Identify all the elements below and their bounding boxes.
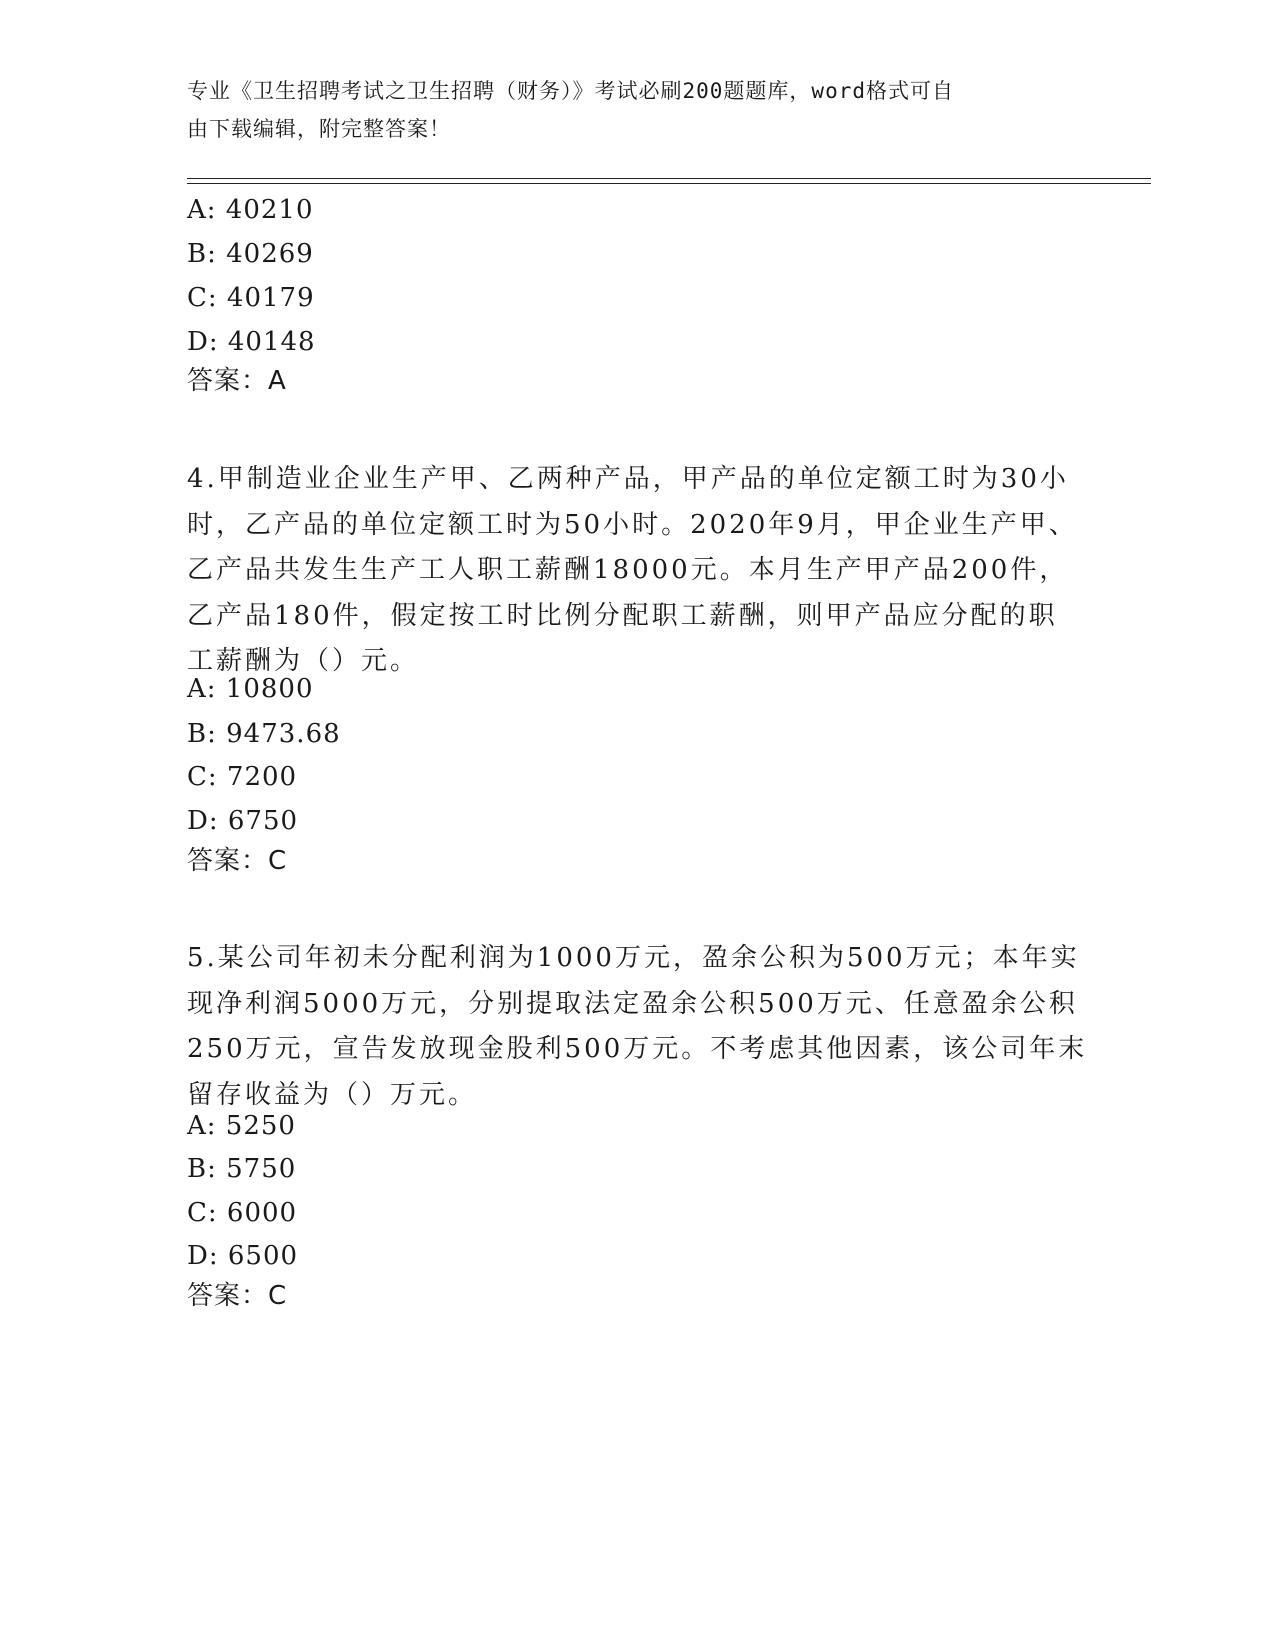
header-divider-top xyxy=(187,178,1151,179)
q5-option-b: B: 5750 xyxy=(187,1154,297,1184)
q5-option-a: A: 5250 xyxy=(187,1111,296,1141)
q4-option-d: D: 6750 xyxy=(187,806,299,836)
q5-option-c: C: 6000 xyxy=(187,1198,298,1228)
header-line-1: 专业《卫生招聘考试之卫生招聘（财务）》考试必刷200题题库，word格式可自 xyxy=(187,79,954,103)
q4-question-line: 乙产品180件，假定按工时比例分配职工薪酬，则甲产品应分配的职 xyxy=(187,600,1058,631)
q4-question-line: 乙产品共发生生产工人职工薪酬18000元。本月生产甲产品200件， xyxy=(187,555,1069,585)
q5-question-line: 现净利润5000万元，分别提取法定盈余公积500万元、任意盈余公积 xyxy=(187,988,1078,1019)
q3-option-b: B: 40269 xyxy=(187,239,314,269)
q5-question-line: 留存收益为（）万元。 xyxy=(187,1079,478,1110)
q5-option-d: D: 6500 xyxy=(187,1241,299,1271)
header-line-2: 由下载编辑，附完整答案！ xyxy=(187,117,451,141)
q4-question-line: 时，乙产品的单位定额工时为50小时。2020年9月，甲企业生产甲、 xyxy=(187,509,1078,540)
document-header xyxy=(187,72,1067,148)
q3-option-a: A: 40210 xyxy=(187,195,314,225)
q5-question-line: 5.某公司年初未分配利润为1000万元，盈余公积为500万元；本年实 xyxy=(187,943,1080,973)
q4-question-line: 工薪酬为（）元。 xyxy=(187,646,420,676)
q5-answer: 答案：C xyxy=(187,1281,288,1311)
q3-answer: 答案：A xyxy=(187,366,287,396)
q4-question xyxy=(187,457,1087,685)
q5-question xyxy=(187,936,1087,1118)
q3-option-c: C: 40179 xyxy=(187,283,315,313)
q5-question-line: 250万元，宣告发放现金股利500万元。不考虑其他因素，该公司年末 xyxy=(187,1034,1088,1064)
q4-answer: 答案：C xyxy=(187,846,288,876)
q4-question-line: 4.甲制造业企业生产甲、乙两种产品，甲产品的单位定额工时为30小 xyxy=(187,464,1069,494)
q4-option-b: B: 9473.68 xyxy=(187,719,341,749)
q4-option-a: A: 10800 xyxy=(187,674,314,704)
q3-option-d: D: 40148 xyxy=(187,327,316,357)
q4-option-c: C: 7200 xyxy=(187,762,298,792)
header-divider-bottom xyxy=(187,183,1151,184)
